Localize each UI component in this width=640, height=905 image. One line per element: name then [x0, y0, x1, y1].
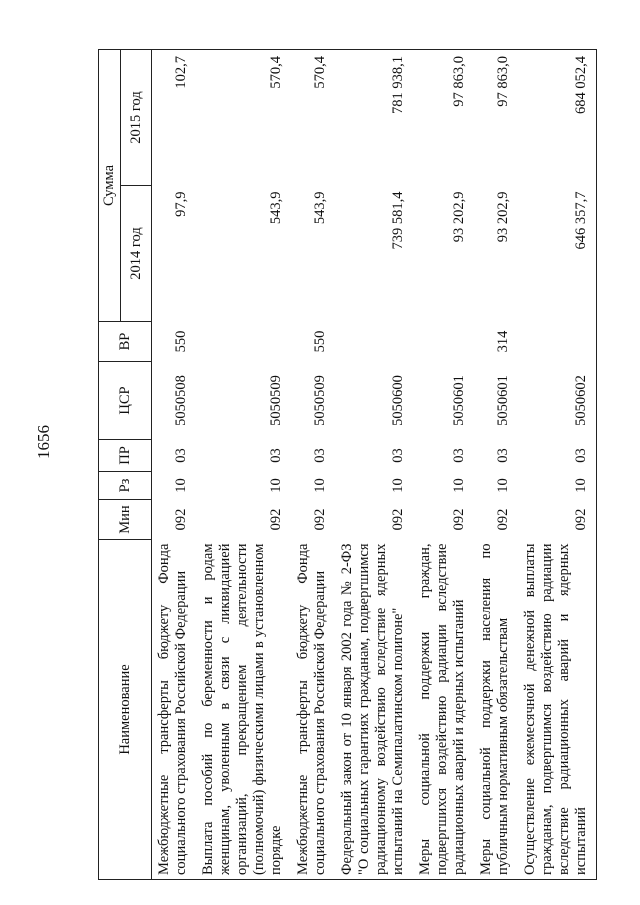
cell-min-code: 092 — [451, 508, 467, 531]
cell-min-code: 092 — [495, 508, 511, 531]
cell-name: Федеральный закон от 10 января 2002 года № 2-ФЗ "О социальных гарантиях гражданам, подвергшимся радиационному воздействию вследствие ядерных испытаний на Семипалатинском полигоне" — [335, 540, 413, 880]
cell-csr-code: 5050601 — [451, 375, 467, 426]
cell-amount-2015: 781 938,1 — [335, 50, 413, 186]
cell-min-code: 092 — [390, 508, 406, 531]
cell-pr-code: 03 — [518, 440, 597, 472]
header-csr: ЦСР — [99, 362, 152, 440]
cell-pr-code: 03 — [495, 448, 511, 463]
cell-min-code: 092 — [518, 500, 597, 540]
cell-amount-2015: 684 052,4 — [518, 50, 597, 186]
cell-rz-code: 10 — [451, 478, 467, 493]
table-body — [152, 50, 597, 880]
table-row — [474, 50, 518, 880]
cell-csr-code: 5050600 — [390, 375, 406, 426]
cell-amount-2015: 97 863,0 — [474, 50, 518, 186]
cell-amount-2014: 543,9 — [268, 191, 284, 225]
cell-vr-code — [196, 322, 291, 362]
cell-min-code: 092 — [312, 508, 328, 531]
cell-amount-2014: 97,9 — [173, 191, 189, 217]
cell-csr-code: 5050509 — [268, 375, 284, 426]
table-row — [518, 50, 597, 880]
cell-amount-2015: 102,7 — [152, 50, 197, 186]
header-min: Мин — [99, 500, 152, 540]
cell-vr-code — [413, 322, 474, 362]
cell-amount-2015: 570,4 — [196, 50, 291, 186]
cell-name: Осуществление ежемесячной денежной выплаты гражданам, подвергшимся воздействию радиации вследствие радиационных аварий и ядерных испытаний — [518, 540, 597, 880]
cell-pr-code: 03 — [451, 448, 467, 463]
cell-amount-2014: 93 202,9 — [495, 191, 511, 243]
cell-rz-code: 10 — [268, 478, 284, 493]
header-name: Наименование — [99, 540, 152, 880]
cell-rz-code: 10 — [173, 478, 189, 493]
cell-vr-code: 550 — [173, 330, 189, 353]
cell-amount-2014: 646 357,7 — [518, 186, 597, 322]
cell-csr-code: 5050508 — [173, 375, 189, 426]
table-row — [196, 50, 291, 880]
cell-min-code: 092 — [173, 508, 189, 531]
header-sum: Сумма — [99, 50, 121, 322]
cell-name: Меры социальной поддержки граждан, подвергшихся воздействию радиации вследствие радиационных аварий и ядерных испытаний — [413, 540, 474, 880]
table-header — [99, 50, 152, 880]
cell-csr-code: 5050509 — [312, 375, 328, 426]
cell-name: Меры социальной поддержки населения по публичным нормативным обязательствам — [474, 540, 518, 880]
cell-min-code: 092 — [268, 508, 284, 531]
table-row — [413, 50, 474, 880]
header-vr: ВР — [99, 322, 152, 362]
cell-csr-code: 5050602 — [518, 362, 597, 440]
table-row — [152, 50, 197, 880]
cell-rz-code: 10 — [495, 478, 511, 493]
rotated-page-content — [98, 50, 589, 880]
table-row — [335, 50, 413, 880]
cell-pr-code: 03 — [268, 448, 284, 463]
cell-vr-code — [335, 322, 413, 362]
page-number: 1656 — [34, 425, 53, 459]
header-2015: 2015 год — [121, 50, 152, 186]
cell-amount-2014: 739 581,4 — [390, 191, 406, 250]
cell-csr-code: 5050601 — [495, 375, 511, 426]
header-2014: 2014 год — [121, 186, 152, 322]
cell-rz-code: 10 — [390, 478, 406, 493]
table-row — [291, 50, 335, 880]
cell-rz-code: 10 — [312, 478, 328, 493]
header-rz: Рз — [99, 472, 152, 500]
budget-table — [98, 49, 597, 880]
cell-vr-code: 550 — [312, 330, 328, 353]
cell-amount-2014: 93 202,9 — [451, 191, 467, 243]
cell-rz-code: 10 — [518, 472, 597, 500]
cell-name: Межбюджетные трансферты бюджету Фонда социального страхования Российской Федерации — [152, 540, 197, 880]
cell-name: Выплата пособий по беременности и родам женщинам, уволенным в связи с ликвидацией организаций, прекращением деятельности (полномочий) физическими лицами в установленном порядке — [196, 540, 291, 880]
cell-amount-2015: 570,4 — [291, 50, 335, 186]
cell-pr-code: 03 — [312, 448, 328, 463]
cell-pr-code: 03 — [173, 448, 189, 463]
cell-pr-code: 03 — [390, 448, 406, 463]
cell-amount-2015: 97 863,0 — [413, 50, 474, 186]
cell-amount-2014: 543,9 — [312, 191, 328, 225]
cell-vr-code: 314 — [495, 330, 511, 353]
cell-vr-code — [518, 322, 597, 362]
cell-name: Межбюджетные трансферты бюджету Фонда социального страхования Российской Федерации — [291, 540, 335, 880]
header-pr: ПР — [99, 440, 152, 472]
